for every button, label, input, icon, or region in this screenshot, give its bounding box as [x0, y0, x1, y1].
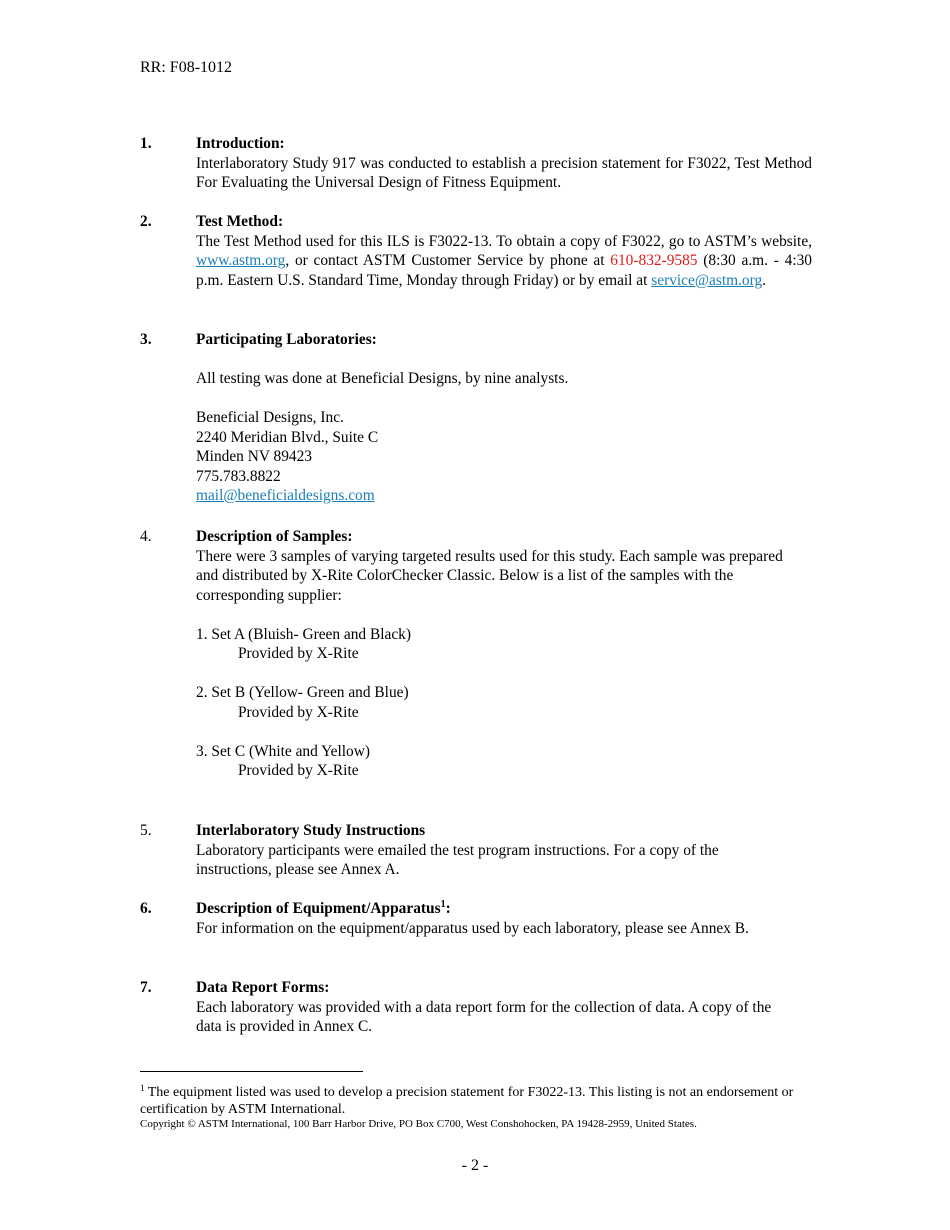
- section-study-instructions: [140, 821, 812, 880]
- section-text: All testing was done at Beneficial Designs, by nine analysts.: [196, 370, 569, 387]
- page-number: - 2 -: [461, 1157, 489, 1174]
- section-title: Interlaboratory Study Instructions: [196, 822, 426, 839]
- text-run: The Test Method used for this ILS is F3022-13. To obtain a copy of F3022, go to ASTM’s website,: [196, 232, 812, 250]
- section-number: 7.: [140, 979, 152, 996]
- report-id-header: RR: F08-1012: [140, 59, 233, 76]
- address-line: Beneficial Designs, Inc.: [196, 409, 344, 426]
- section-number: 1.: [140, 135, 152, 152]
- section-text: For information on the equipment/apparatus used by each laboratory, please see Annex B.: [196, 919, 749, 937]
- section-text: Interlaboratory Study 917 was conducted to establish a precision statement for F3022, Test Method For Evaluating the Universal Design of Fitness Equipment.: [196, 154, 812, 191]
- title-colon: :: [445, 900, 451, 917]
- section-number: 3.: [140, 331, 152, 348]
- section-title: Data Report Forms:: [196, 979, 330, 996]
- footnote: [140, 1080, 800, 1118]
- service-email-link[interactable]: service@astm.org: [651, 271, 763, 289]
- text-run: .: [762, 271, 767, 289]
- sample-name: 2. Set B (Yellow- Green and Blue): [196, 684, 409, 701]
- section-text: Laboratory participants were emailed the test program instructions. For a copy of the instructions, please see Annex A.: [196, 841, 719, 878]
- address-line: Minden NV 89423: [196, 448, 313, 465]
- section-test-method: [140, 212, 812, 290]
- sample-provider: Provided by X-Rite: [238, 645, 359, 662]
- address-line: 2240 Meridian Blvd., Suite C: [196, 428, 379, 446]
- astm-website-link[interactable]: www.astm.org: [196, 252, 286, 269]
- sample-provider: Provided by X-Rite: [238, 703, 359, 721]
- section-title: [196, 899, 812, 919]
- text-run: (8:30 a.m. - 4:30 p.m. Eastern U.S. Standard Time, Monday through Friday) or by email at: [196, 252, 812, 289]
- phone-line: 775.783.8822: [196, 467, 281, 485]
- section-number: 5.: [140, 822, 152, 839]
- section-title: Introduction:: [196, 135, 285, 152]
- title-text: Description of Equipment/Apparatus: [196, 900, 441, 917]
- section-text: Each laboratory was provided with a data report form for the collection of data. A copy of the data is provided in Annex C.: [196, 998, 772, 1035]
- phone-number: 610-832-9585: [610, 252, 698, 269]
- section-title: Participating Laboratories:: [196, 331, 377, 348]
- section-participating-laboratories: [140, 330, 812, 506]
- footnote-reference[interactable]: 1: [440, 899, 446, 910]
- section-introduction: [140, 134, 812, 193]
- copyright-notice: Copyright © ASTM International, 100 Barr Harbor Drive, PO Box C700, West Conshohocken, PA 19428-2959, United States.: [140, 1118, 697, 1130]
- section-equipment-apparatus: [140, 899, 812, 938]
- section-number: 6.: [140, 900, 152, 917]
- section-number: 2.: [140, 213, 152, 230]
- section-title: Test Method:: [196, 213, 284, 230]
- sample-name: 3. Set C (White and Yellow): [196, 742, 370, 760]
- sample-name: 1. Set A (Bluish- Green and Black): [196, 625, 412, 643]
- section-number: 4.: [140, 528, 152, 545]
- section-text: [196, 232, 812, 291]
- section-description-of-samples: [140, 527, 812, 781]
- footnote-mark: 1: [140, 1083, 145, 1093]
- section-text: There were 3 samples of varying targeted results used for this study. Each sample was prepared and distributed by X-Rite ColorChecker Classic. Below is a list of the samples with the corresponding supplier:: [196, 547, 783, 604]
- sample-provider: Provided by X-Rite: [238, 762, 359, 779]
- footnote-text: The equipment listed was used to develop a precision statement for F3022-13. This listing is not an endorsement or certification by ASTM International.: [140, 1085, 794, 1117]
- lab-email-link[interactable]: mail@beneficialdesigns.com: [196, 487, 375, 504]
- footnote-divider: [140, 1071, 363, 1072]
- section-title: Description of Samples:: [196, 528, 353, 545]
- section-data-report-forms: [140, 978, 812, 1037]
- text-run: , or contact ASTM Customer Service by phone at: [285, 252, 611, 269]
